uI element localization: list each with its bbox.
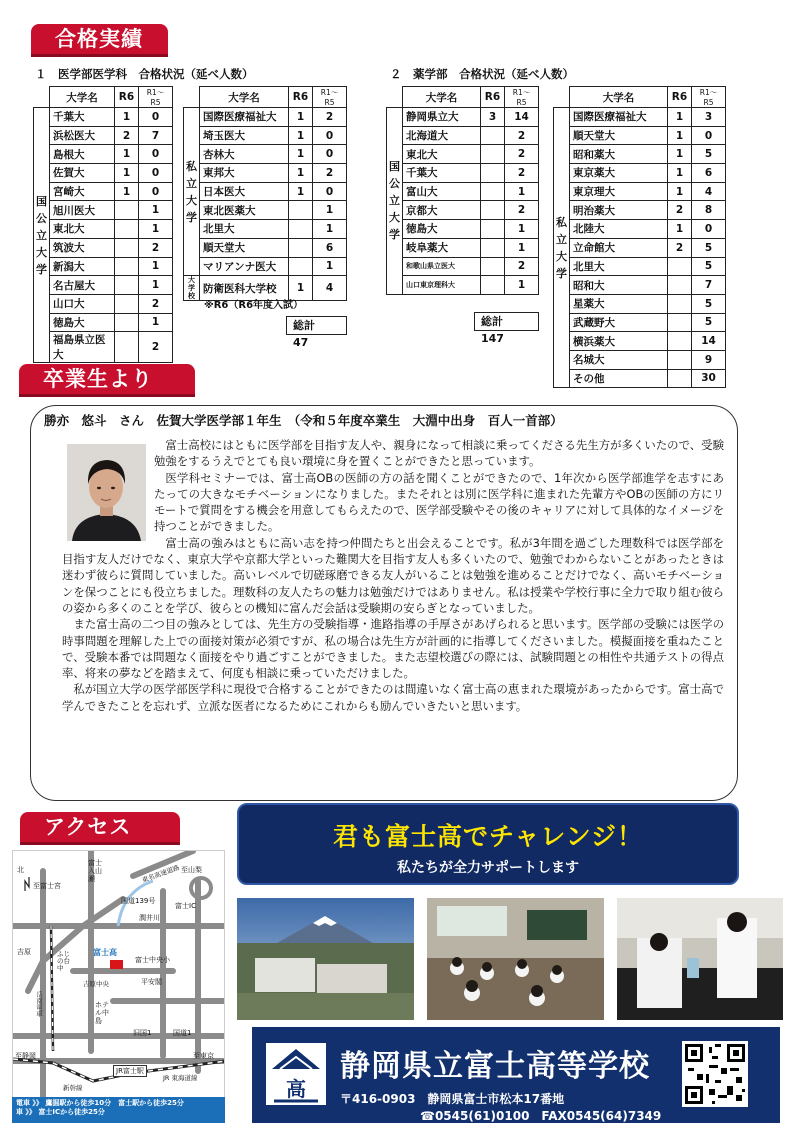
table-row [554,257,726,276]
r1r5-count: 0 [313,182,347,201]
group-label: 国公立大学 [387,108,403,295]
table-header-row [387,87,539,108]
r6-count [668,257,692,276]
table-row [554,220,726,239]
r1r5-count: 14 [505,108,539,127]
r1r5-count: 2 [505,164,539,183]
r1r5-count: 0 [139,164,173,183]
university-name: マリアンナ医大 [200,257,289,276]
university-name: 新潟大 [50,257,115,276]
table-row [554,332,726,351]
r1r5-count: 2 [139,332,173,363]
map-legend [12,1097,225,1123]
r6-count [289,257,313,276]
table-row [184,108,347,127]
r1r5-count: 1 [313,220,347,239]
r6-count [115,276,139,295]
map-label-jr-fuji: JR富士駅 [113,1065,147,1077]
table-row [184,182,347,201]
table-row [554,313,726,332]
r1r5-count: 0 [139,182,173,201]
pharmacy-private-table [553,86,726,388]
medical-total: 総計 47 [286,316,347,335]
header-spacer [184,87,200,108]
map-label-yoshiwara: 吉原 [17,948,31,956]
table-row [387,126,539,145]
r1r5-count: 1 [139,257,173,276]
testimony-body [62,437,724,714]
header-spacer [554,87,570,108]
table-row [34,276,173,295]
university-name: 山口東京理科大 [403,276,481,295]
r1r5-count: 2 [313,164,347,183]
r1r5-count: 1 [505,220,539,239]
r6-count [668,276,692,295]
table-row [387,201,539,220]
university-name: 山口大 [50,294,115,313]
school-name: 静岡県立富士高等学校 [340,1049,650,1084]
pharmacy-total: 総計 147 [474,312,539,331]
university-name: 埼玉医大 [200,126,289,145]
university-name: 東北医薬大 [200,201,289,220]
banner-headline: 君も富士高でチャレンジ！ [332,822,643,851]
map-label-river: 潤井川 [139,914,160,922]
r1r5-count: 30 [692,369,726,388]
r1r5-count: 9 [692,350,726,369]
table-header-row [34,87,173,108]
university-name: 昭和薬大 [570,145,668,164]
r6-count: 1 [289,145,313,164]
testimony-paragraph-2: 医学科セミナーでは、富士高OBの医師の方の話を聞くことができたので、1年次から医学部進学を志すにあたっての大きなモチベーションになりました。またそれとは別に医学科に進まれた先輩方やOBの医師の方にリモートで質問をする機会を用意してもらえたので、医学部受験やその後のキャリアに対して具体的なイメージを持つことができました。 [154,470,724,534]
table-row [184,201,347,220]
r6-count [481,164,505,183]
r1r5-count: 0 [139,145,173,164]
r6-count [289,238,313,257]
table-row [554,350,726,369]
map-label-route139: 国道139号 [121,897,156,905]
table-row [554,145,726,164]
university-name: 北里大 [200,220,289,239]
r6-count: 3 [481,108,505,127]
banner-subline: 私たちが全力サポートします [397,860,579,876]
header-r6: R6 [289,87,313,108]
map-label-heiando: 平安閣 [141,978,162,986]
r6-count: 1 [668,108,692,127]
university-name: 杏林大 [200,145,289,164]
map-label-shinkansen: 新幹線 [63,1084,83,1092]
group-label: 私立大学 [184,108,200,276]
r1r5-count: 5 [692,145,726,164]
table-row [184,220,347,239]
r6-count: 2 [115,126,139,145]
school-phone: ☎0545(61)0100 FAX0545(64)7349 [420,1109,662,1123]
map-label-gakunan: 岳南電車 [35,991,43,1017]
r6-count: 1 [115,164,139,183]
header-name: 大学名 [50,87,115,108]
testimony-heading: 勝亦 悠斗 さん 佐賀大学医学部１年生 （令和５年度卒業生 大淵中出身 百人一首部） [44,413,563,428]
university-name: 順天堂大 [200,238,289,257]
table-row [34,182,173,201]
map-label-yamanashi: 至山梨 [181,866,202,874]
table-row [34,332,173,363]
map-label-kokudo1: 国道1 [173,1029,192,1037]
university-name: 岐阜薬大 [403,238,481,257]
table-row [34,257,173,276]
university-name: 千葉大 [50,108,115,127]
pharmacy-table-title: ２ 薬学部 合格状況（延べ人数） [390,67,574,81]
table-row [554,164,726,183]
r6-count: 1 [115,182,139,201]
r6-count [115,332,139,363]
university-name: 徳島大 [50,313,115,332]
table-row [554,126,726,145]
r6-count: 1 [115,145,139,164]
table-row [34,238,173,257]
r1r5-count: 0 [139,108,173,127]
table-row [387,145,539,164]
header-r6: R6 [481,87,505,108]
r6-count [481,182,505,201]
challenge-banner [237,803,739,885]
map-label-fujinomiya: 至富士宮 [33,882,61,890]
r1r5-count: 1 [139,276,173,295]
r1r5-count: 2 [505,257,539,276]
r6-count [481,220,505,239]
table-row [554,294,726,313]
testimony-paragraph-5: 私が国立大学の医学部医学科に現役で合格することができたのは間違いなく富士高の恵まれた環境があったからです。富士高で学んできたことを忘れず、立派な医者になるためにこれからも励んでいきたいと思います。 [62,682,724,713]
table-row [554,238,726,257]
r6-count [481,126,505,145]
table-header-row [184,87,347,108]
university-name: 日本医大 [200,182,289,201]
r6-count [481,276,505,295]
r1r5-count: 2 [505,126,539,145]
r6-count [115,313,139,332]
header-r1r5: R1～R5 [505,87,539,108]
table-row [184,238,347,257]
table-row [554,182,726,201]
university-name: 佐賀大 [50,164,115,183]
r1r5-count: 5 [692,257,726,276]
table-row [554,276,726,295]
r6-count: 1 [289,164,313,183]
r1r5-count: 4 [313,276,347,301]
university-name: 東北大 [50,220,115,239]
map-label-hotel: ホテル中島 [95,1001,109,1025]
r1r5-count: 1 [505,182,539,201]
photo-mount-fuji-campus [237,898,414,1020]
r1r5-count: 6 [313,238,347,257]
map-legend-car: 車 》》 富士ICから徒歩25分 [16,1107,105,1116]
table-row [387,257,539,276]
map-label-fujimi: ふじの台中 [57,950,70,972]
section-header-results: 合格実績 [31,24,168,54]
map-label-iriyama: 富士入山瀬 [88,859,102,883]
header-name: 大学名 [403,87,481,108]
university-name: 国際医療福祉大 [570,108,668,127]
header-r6: R6 [668,87,692,108]
r1r5-count: 7 [692,276,726,295]
table-row [34,108,173,127]
university-name: 和歌山県立医大 [403,257,481,276]
header-r1r5: R1～R5 [313,87,347,108]
r1r5-count: 3 [692,108,726,127]
header-name: 大学名 [200,87,289,108]
r1r5-count: 1 [139,220,173,239]
r6-count: 1 [289,182,313,201]
header-spacer [34,87,50,108]
university-name: 順天堂大 [570,126,668,145]
table-row [184,145,347,164]
university-name: 東北大 [403,145,481,164]
university-name: 立命館大 [570,238,668,257]
table-row [34,145,173,164]
header-spacer [387,87,403,108]
r6-count [115,238,139,257]
r1r5-count: 1 [505,276,539,295]
r1r5-count: 8 [692,201,726,220]
r1r5-count: 2 [505,201,539,220]
university-name: 東京薬大 [570,164,668,183]
r6-count [668,294,692,313]
testimony-paragraph-3: 富士高の強みはともに高い志を持つ仲間たちと出会えることです。私が3年間を過ごした理数科では医学部を目指す友人だけでなく、東京大学や京都大学といった難関大を目指す友人も多くいたので、勉強でわからないことがあったときは迷わず彼らに質問していました。高いレベルで切磋琢磨できる友人がいることは勉強を進めることだけでなく、高いモチベーションを保つことにも役立ちました。理数科の友人たちの魅力は勉強だけではありません。私は授業や学校行事に全力で取り組む彼らの姿から多くのことを学び、彼らとの機知に富んだ会話は受験期の安らぎとなっていました。 [62,535,724,615]
r6-count: 1 [668,220,692,239]
university-name: 武蔵野大 [570,313,668,332]
school-info-panel [252,1027,780,1123]
map-label-kyu1: 旧国1 [133,1029,152,1037]
access-map [12,850,225,1123]
photo-classroom [427,898,604,1020]
university-name: 防衛医科大学校 [200,276,289,301]
r6-count: 1 [668,182,692,201]
table-row [184,126,347,145]
r6-count [115,201,139,220]
table-row [554,201,726,220]
medical-private-table [183,86,347,301]
table-row [184,164,347,183]
photo-laboratory [617,898,783,1020]
table-row [387,182,539,201]
r1r5-count: 5 [692,294,726,313]
group-label: 大学校 [184,276,200,301]
pharmacy-national-table [386,86,539,295]
university-name: 名古屋大 [50,276,115,295]
r6-count: 1 [115,108,139,127]
r1r5-count: 2 [139,238,173,257]
group-label: 国公立大学 [34,108,50,363]
r6-count [115,294,139,313]
r6-count [289,220,313,239]
section-header-graduates: 卒業生より [19,364,195,394]
map-label-north: 北 [17,866,24,874]
r6-count [481,201,505,220]
university-name: 北里大 [570,257,668,276]
university-name: 横浜薬大 [570,332,668,351]
university-name: 富山大 [403,182,481,201]
r6-count: 2 [668,201,692,220]
table-header-row [554,87,726,108]
r1r5-count: 1 [139,201,173,220]
university-name: 宮崎大 [50,182,115,201]
testimony-paragraph-1: 富士高校にはともに医学部を目指す友人や、親身になって相談に乗ってくださる先生方が多くいたので、受験勉強をするうえでとても良い環境に身を置くことができたと思っています。 [154,438,724,469]
medical-table-title: １ 医学部医学科 合格状況（延べ人数） [35,67,254,81]
r6-count [115,220,139,239]
university-name: 筑波大 [50,238,115,257]
university-name: 国際医療福祉大 [200,108,289,127]
table-row [387,108,539,127]
r6-count [115,257,139,276]
university-name: 静岡県立大 [403,108,481,127]
table-row [34,126,173,145]
testimony-paragraph-4: また富士高の二つ目の強みとしては、先生方の受験指導・進路指導の手厚さがあげられると思います。医学部の受験には医学の時事問題を理解した上での面接対策が必須ですが、私の場合は先生方が計画的に指導してくださいました。模擬面接を重ねたことで、受験本番では問題なく面接をやり過ごすことができました。また志望校選びの際には、試験問題との相性や共通テストの得点率、将来の夢などを踏まえて、何度も相談に乗っていただけました。 [62,617,724,681]
medical-national-table [33,86,173,363]
school-address: 〒416-0903 静岡県富士市松本17番地 [340,1092,565,1106]
university-name: 旭川医大 [50,201,115,220]
group-label: 私立大学 [554,108,570,388]
university-name: 千葉大 [403,164,481,183]
table-row [554,108,726,127]
university-name: 島根大 [50,145,115,164]
r1r5-count: 2 [505,145,539,164]
r1r5-count: 1 [313,257,347,276]
table-row [387,238,539,257]
r1r5-count: 0 [692,126,726,145]
university-name: 京都大 [403,201,481,220]
header-r1r5: R1～R5 [139,87,173,108]
table-row [34,201,173,220]
map-label-elementary: 富士中央小 [135,956,170,964]
university-name: 名城大 [570,350,668,369]
r1r5-count: 5 [692,238,726,257]
university-name: その他 [570,369,668,388]
header-r6: R6 [115,87,139,108]
r1r5-count: 6 [692,164,726,183]
r6-count [668,350,692,369]
r1r5-count: 1 [139,313,173,332]
r6-count: 1 [289,108,313,127]
r6-count: 1 [668,145,692,164]
r6-count: 1 [289,276,313,301]
r6-count: 1 [668,164,692,183]
table-row [34,294,173,313]
r6-count: 1 [289,126,313,145]
university-name: 明治薬大 [570,201,668,220]
r6-count [289,201,313,220]
r6-count [481,238,505,257]
header-r1r5: R1～R5 [692,87,726,108]
map-label-shizuoka: 至静岡 [15,1052,36,1060]
university-name: 浜松医大 [50,126,115,145]
table-row [34,313,173,332]
university-name: 昭和大 [570,276,668,295]
r1r5-count: 7 [139,126,173,145]
r1r5-count: 4 [692,182,726,201]
map-label-tomei: 東名高速道路 [140,863,181,885]
qr-code[interactable] [682,1041,748,1107]
r6-count [668,332,692,351]
r6-count [481,257,505,276]
r1r5-count: 1 [313,201,347,220]
map-legend-train: 電車 》》 鷹掘駅から徒歩10分 富士駅から徒歩25分 [16,1099,184,1107]
r6-count [481,145,505,164]
university-name: 東邦大 [200,164,289,183]
r1r5-count: 5 [692,313,726,332]
school-emblem-char: 高 [286,1077,306,1101]
university-name: 福島県立医大 [50,332,115,363]
section-header-access: アクセス [20,812,180,842]
university-name: 徳島大 [403,220,481,239]
r1r5-count: 0 [313,145,347,164]
university-name: 北海道大 [403,126,481,145]
table-row [184,257,347,276]
r6-count [668,369,692,388]
map-label-school: 富士高 [93,948,117,957]
table-row [387,276,539,295]
university-name: 北陸大 [570,220,668,239]
r1r5-count: 0 [692,220,726,239]
r1r5-count: 2 [313,108,347,127]
map-label-jr-line: JR 東海道線 [163,1074,198,1082]
university-name: 東京理大 [570,182,668,201]
map-label-fuji-ic: 富士IC [175,902,196,910]
table-row [34,164,173,183]
r6-count [668,313,692,332]
r1r5-count: 0 [313,126,347,145]
university-name: 星薬大 [570,294,668,313]
medical-note: ※R6（R6年度入試） [204,300,304,311]
table-row [554,369,726,388]
table-row [34,220,173,239]
r1r5-count: 14 [692,332,726,351]
map-label-yoshiwara-chuo: 吉原中央 [83,980,109,988]
r6-count: 2 [668,238,692,257]
map-label-tokyo: 至東京 [193,1052,214,1060]
r1r5-count: 1 [505,238,539,257]
table-row [387,220,539,239]
table-row [387,164,539,183]
r1r5-count: 2 [139,294,173,313]
r6-count: 1 [668,126,692,145]
header-name: 大学名 [570,87,668,108]
